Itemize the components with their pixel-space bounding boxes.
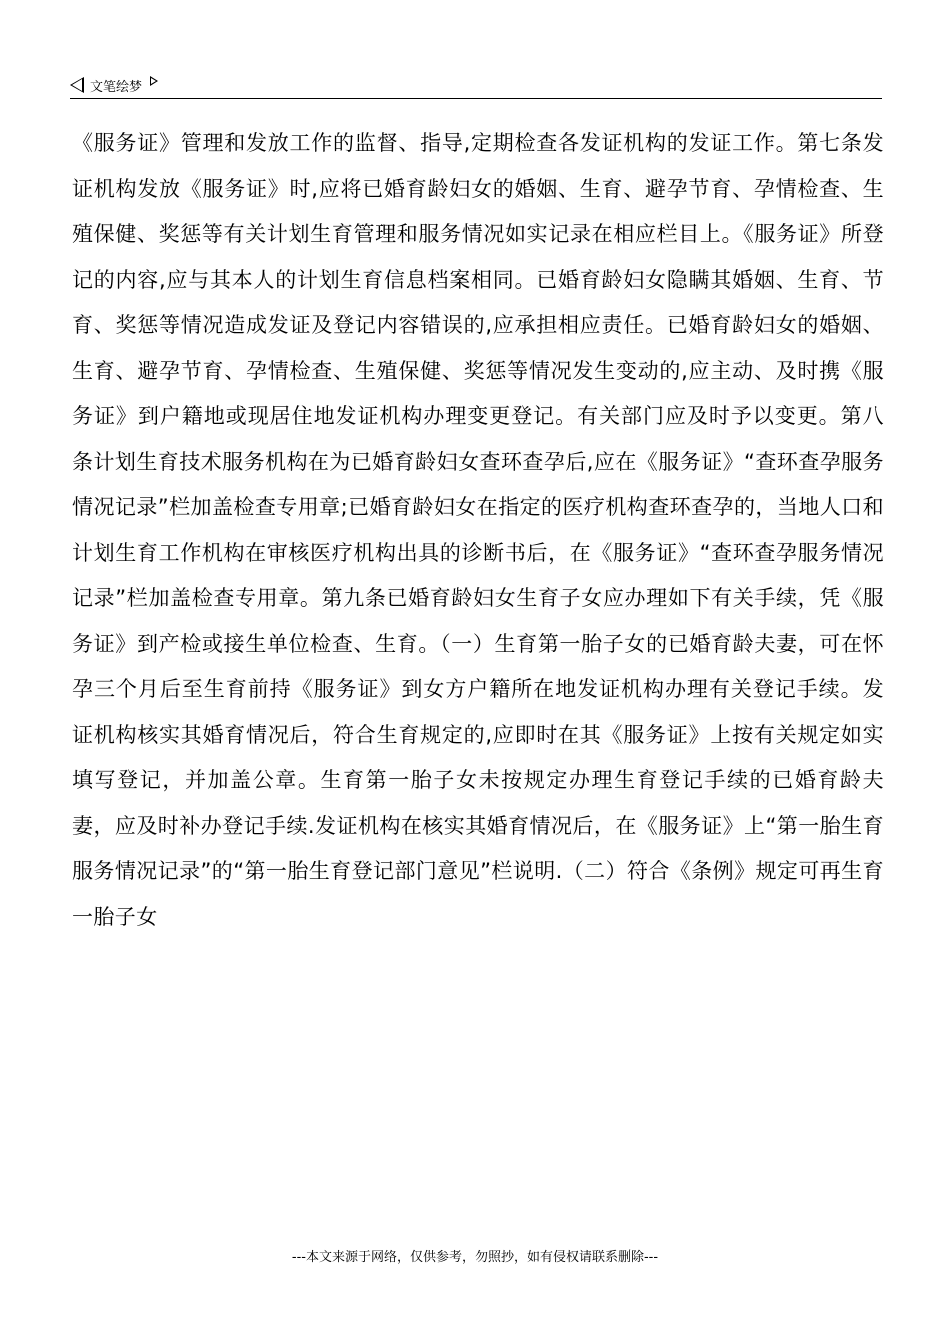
footer-disclaimer: ---本文来源于网络，仅供参考，勿照抄，如有侵权请联系删除--- <box>291 1250 659 1265</box>
header-divider <box>70 98 882 99</box>
triangle-right-icon <box>150 76 158 86</box>
body-paragraph: 《服务证》管理和发放工作的监督、指导,定期检查各发证机构的发证工作。第七条发证机构发放《服务证》时,应将已婚育龄妇女的婚姻、生育、避孕节育、孕情检查、生殖保健、奖惩等有关计划生育管理和服务情况如实记录在相应栏目上。《服务证》所登记的内容,应与其本人的计划生育信息档案相同。已婚育龄妇女隐瞒其婚姻、生育、节育、奖惩等情况造成发证及登记内容错误的,应承担相应责任。已婚育龄妇女的婚姻、生育、避孕节育、孕情检查、生殖保健、奖惩等情况发生变动的,应主动、及时携《服务证》到户籍地或现居住地发证机构办理变更登记。有关部门应及时予以变更。第八条计划生育技术服务机构在为已婚育龄妇女查环查孕后,应在《服务证》“查环查孕服务情况记录”栏加盖检查专用章;已婚育龄妇女在指定的医疗机构查环查孕的，当地人口和计划生育工作机构在审核医疗机构出具的诊断书后，在《服务证》“查环查孕服务情况记录”栏加盖检查专用章。第九条已婚育龄妇女生育子女应办理如下有关手续，凭《服务证》到产检或接生单位检查、生育。（一）生育第一胎子女的已婚育龄夫妻，可在怀孕三个月后至生育前持《服务证》到女方户籍所在地发证机构办理有关登记手续。发证机构核实其婚育情况后，符合生育规定的,应即时在其《服务证》上按有关规定如实填写登记，并加盖公章。生育第一胎子女未按规定办理生育登记手续的已婚育龄夫妻，应及时补办登记手续.发证机构在核实其婚育情况后，在《服务证》上“第一胎生育服务情况记录”的“第一胎生育登记部门意见”栏说明.（二）符合《条例》规定可再生育一胎子女 <box>72 131 884 929</box>
triangle-left-icon <box>70 77 84 93</box>
header-title: 文笔绘梦 <box>90 79 143 95</box>
page-header <box>70 74 882 96</box>
